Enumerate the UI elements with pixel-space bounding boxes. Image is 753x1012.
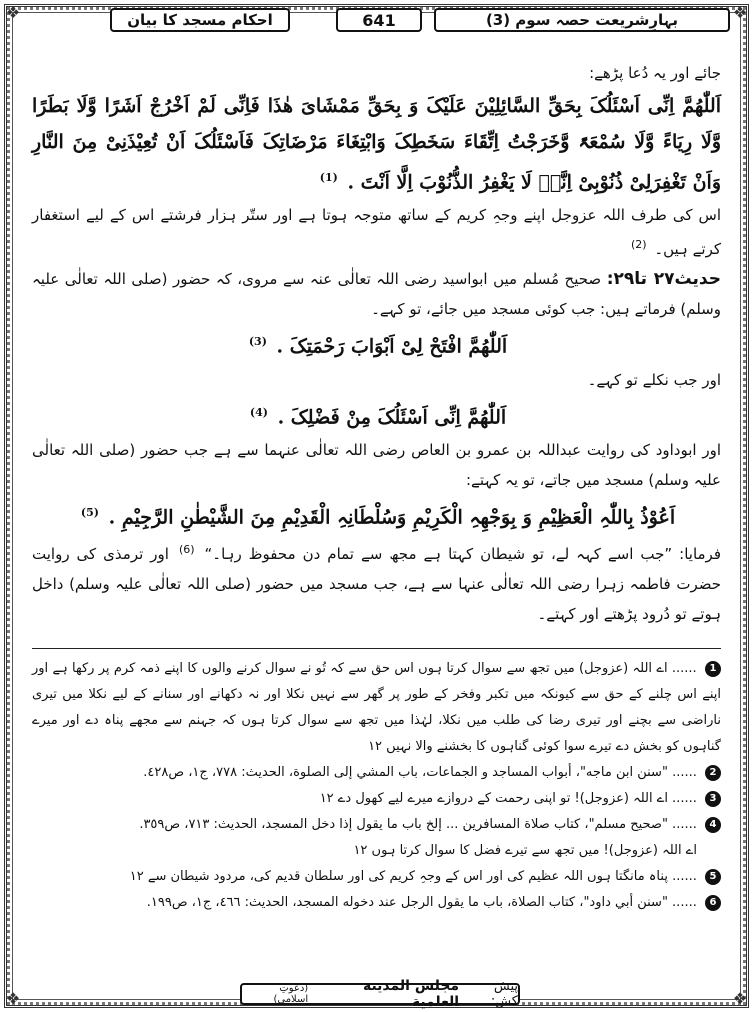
paragraph-text: اور ترمذی کی روایت حضرت فاطمہ زہرا رضی اللہ تعالٰی عنہا سے ہے، جب مسجد میں حضور (صلی اللہ تعالٰی علیہ وسلم) داخل ہوتے تو دُرود پڑھتے اور کہتے۔ [32, 545, 721, 624]
publisher-name: مجلس المدينة العلمية [362, 978, 460, 1010]
footnote [32, 656, 721, 760]
dua-text: اَللّٰھُمَّ اِنِّی اَسْئَلُکَ مِنْ فَضْلِکَ . [277, 405, 507, 428]
hadith-label: حدیث۲۷ تا۲۹: [606, 269, 721, 290]
footnote-divider [32, 648, 721, 649]
footnote-ref[interactable]: (2) [630, 238, 647, 252]
dua-text: اَعُوْذُ بِاللّٰہِ الْعَظِیْمِ وَ بِوَجْھِہِ الْکَرِیْمِ وَسُلْطَانِہِ الْقَدِیْمِ مِنَ الشَّیْطٰنِ الرَّجِیْمِ . [108, 506, 676, 529]
page-footer [240, 978, 520, 1010]
footnote-number: 5 [705, 869, 721, 885]
footnote [32, 760, 721, 786]
dua-block-1 [32, 88, 721, 200]
footnote-ref[interactable]: (5) [80, 505, 99, 519]
book-title: بہارِشریعت حصہ سوم (3) [434, 8, 730, 32]
footnote-ref[interactable]: (4) [249, 405, 268, 419]
footnote-ref[interactable]: (6) [178, 543, 195, 557]
footnote-number: 3 [705, 791, 721, 807]
corner-ornament-icon: ❖ [732, 3, 748, 22]
paragraph-text: فرمایا: ”جب اسے کہہ لے، تو شیطان کہتا ہے مجھ سے تمام دن محفوظ رہا۔“ [204, 545, 721, 564]
dua-text: اَللّٰھُمَّ افْتَحْ لِیْ اَبْوَابَ رَحْمَتِکَ . [276, 335, 508, 358]
footnote-number: 6 [705, 895, 721, 911]
corner-ornament-icon: ❖ [5, 989, 21, 1008]
footnote-text: ...... پناہ مانگتا ہوں اللہ عظیم کی اور اس کے وجہِ کریم کی اور سلطان قدیم کی، مردود شیطان سے ۱۲ [129, 869, 697, 884]
footnote [32, 786, 721, 812]
dua-block-2 [32, 324, 721, 364]
footnote [32, 864, 721, 890]
presented-by-label: پیش کش: [490, 979, 518, 1009]
dua-block-3 [32, 395, 721, 435]
paragraph [32, 535, 721, 629]
paragraph-text: صحیح مُسلم میں ابواسید رضی اللہ تعالٰی عنہ سے مروی، کہ حضور (صلی اللہ تعالٰی علیہ وسلم) فرماتے ہیں: جب کوئی مسجد میں جائے، تو کہے۔ [32, 270, 721, 319]
footnote-text: ...... "سنن ابن ماجه"، أبواب المساجد و الجماعات، باب المشي إلى الصلوة، الحديث: ٧٧٨، ج١، ص٤٢٨. [143, 765, 697, 780]
dua-text: اَللّٰھُمَّ اِنِّی اَسْئَلُکَ بِحَقِّ السَّائِلِیْنَ عَلَیْکَ وَ بِحَقِّ مَمْشَایَ ھٰذَا فَاِنِّی لَمْ اَخْرُجْ اَشَرًا وَّلَا بَطَرًا وَّلَا رِیَاءً وَّلَا سُمْعَۃً وَّخَرَجْتُ اِتِّقَاءَ سَخَطِکَ وَابْتِغَاءَ مَرْضَاتِکَ فَاَسْئَلُکَ اَنْ تُعِیْذَنِیْ مِنَ النَّارِ وَاَنْ تَغْفِرَلِیْ ذُنُوْبِیْ اِنَّہٗ لَا یَغْفِرُ الذُّنُوْبَ اِلَّا اَنْتَ . [32, 95, 721, 194]
footnote-continuation [32, 838, 721, 864]
main-text [32, 58, 721, 629]
footnote-number: 4 [705, 817, 721, 833]
paragraph-text: اس کی طرف اللہ عزوجل اپنے وجہِ کریم کے ساتھ متوجہ ہوتا ہے اور ستّر ہزار فرشتے اس کے لیے استغفار کرتے ہیں۔ [32, 206, 721, 259]
footnote-number: 1 [705, 661, 721, 677]
paragraph: اور ابوداود کی روایت عبداللہ بن عمرو بن العاص رضی اللہ تعالٰی عنہما سے ہے جب حضور (صلی اللہ تعالٰی علیہ وسلم) مسجد میں جاتے، تو یہ کہتے: [32, 440, 721, 489]
footnote-ref[interactable]: (3) [248, 335, 267, 349]
footnote-text: ...... "سنن أبي داود"، كتاب الصلاة، باب ما يقول الرجل عند دخوله المسجد، الحديث: ٤٦٦، ج١، ص١٩٩. [146, 895, 697, 910]
dua-block-4 [32, 495, 721, 535]
page-header [20, 8, 733, 34]
footnotes [32, 656, 721, 916]
paragraph [32, 200, 721, 264]
footnote-text: ...... "صحيح مسلم"، كتاب صلاة المسافرين ... إلخ باب ما يقول إذا دخل المسجد، الحديث: ٧١٣، ص٣٥٩. [139, 817, 697, 832]
corner-ornament-icon: ❖ [5, 3, 21, 22]
publisher-subtitle: (دعوتِ اسلامی) [273, 983, 309, 1005]
page-number: 641 [336, 8, 422, 32]
chapter-title: احکام مسجد کا بیان [110, 8, 290, 32]
paragraph: اور جب نکلے تو کہے۔ [587, 370, 721, 389]
footnote-text: ...... اے اللہ (عزوجل)! تو اپنی رحمت کے دروازے میرے لیے کھول دے ۱۲ [319, 791, 697, 806]
footnote [32, 890, 721, 916]
footnote [32, 812, 721, 838]
corner-ornament-icon: ❖ [732, 989, 748, 1008]
footnote-text: اے اللہ (عزوجل)! میں تجھ سے تیرے فضل کا سوال کرتا ہوں ۱۲ [353, 843, 697, 858]
footnote-ref[interactable]: (1) [319, 171, 338, 184]
footnote-text: ...... اے اللہ (عزوجل) میں تجھ سے سوال کرتا ہوں اس حق سے کہ تُو نے سوال کرنے والوں کا اپنے ذمہ کرم پر رکھا ہے اور اپنے اس چلنے کے حق سے کیونکہ میں تکبر وفخر کے طور پر گھر سے نہیں نکلا اور نہ دکھانے اور سنانے کے لیے نکلا میں تیری ناراضی سے بچنے اور تیری رضا کی طلب میں نکلا، لہٰذا میں تجھ سے سوال کرتا ہوں کہ جہنم سے مجھے پناہ دے اور میرے گناہوں کو بخش دے تیرے سوا کوئی گناہوں کا بخشنے والا نہیں ۱۲ [32, 661, 721, 754]
footnote-number: 2 [705, 765, 721, 781]
paragraph [32, 264, 721, 324]
intro-line: جائے اور یہ دُعا پڑھے: [589, 64, 721, 82]
